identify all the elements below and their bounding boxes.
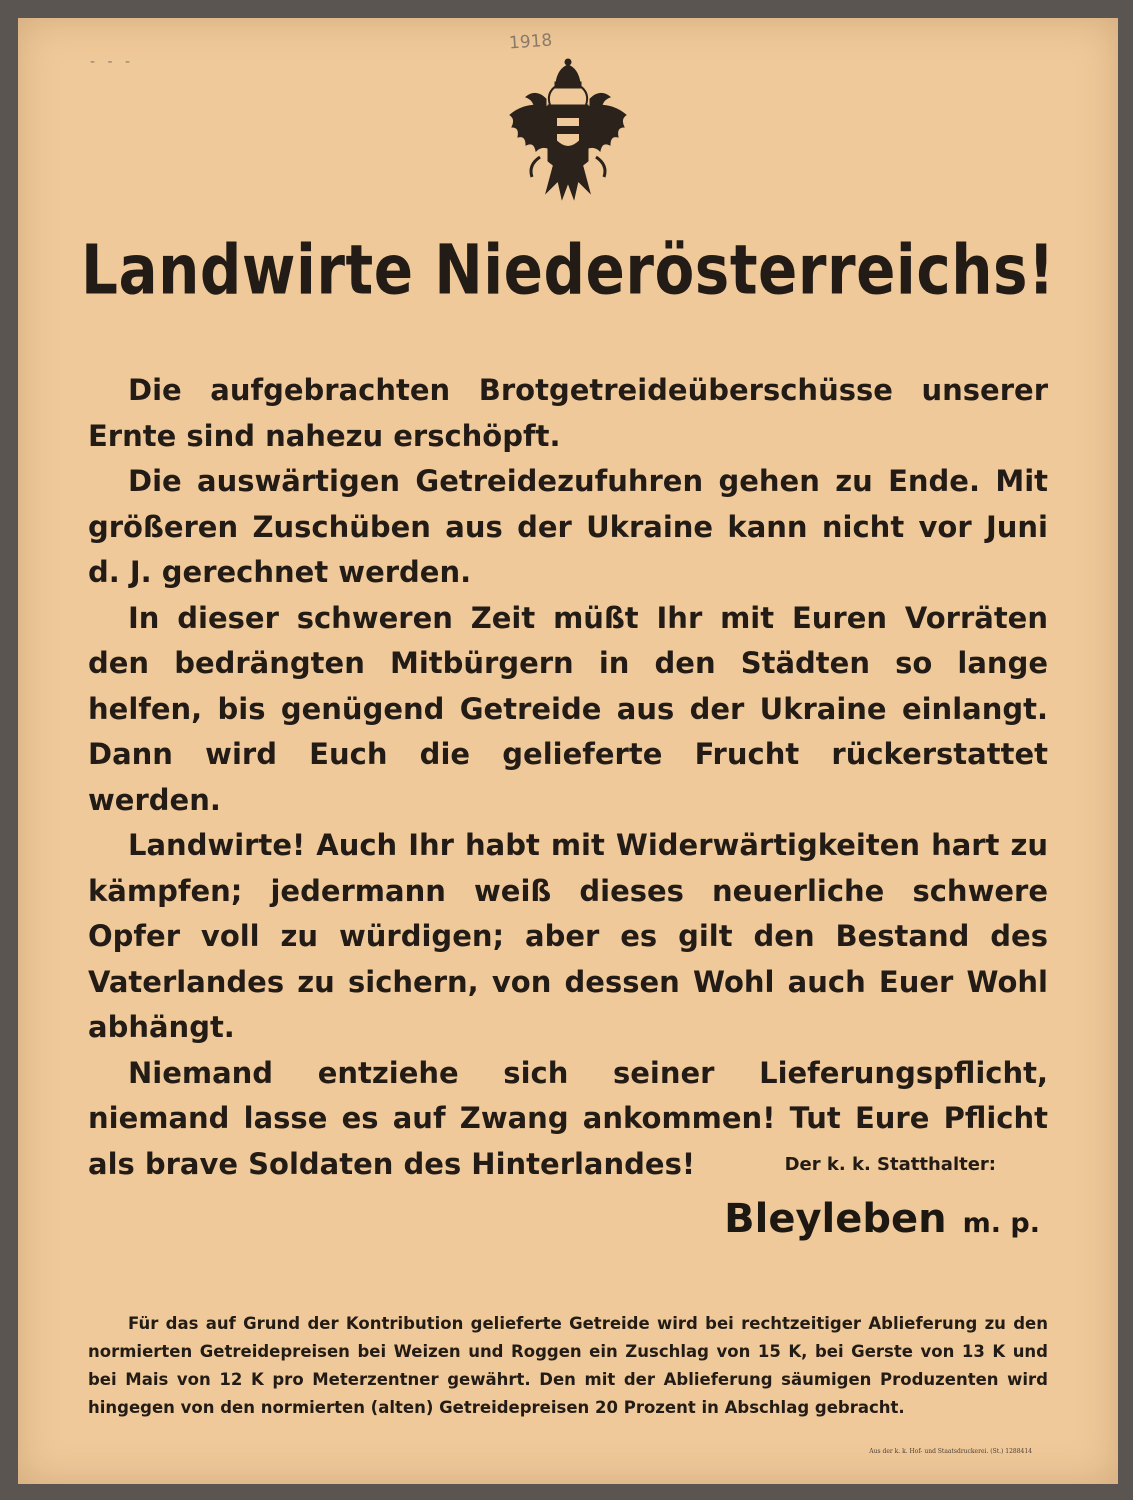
body-paragraph: Die auswärtigen Getreidezufuhren gehen zu Ende. Mit größeren Zuschüben aus der Ukraine kann nicht vor Juni d. J. gerechnet werden. (88, 464, 1048, 589)
body-paragraph: Landwirte! Auch Ihr habt mit Widerwärtigkeiten hart zu kämpfen; jedermann weiß dieses neuerliche schwere Opfer voll zu würdigen; aber es gilt den Bestand des Vaterlandes zu sichern, von dessen Wohl auch Euer Wohl abhängt. (88, 828, 1048, 1044)
printer-imprint: Aus der k. k. Hof- und Staatsdruckerei. (St.) 1288414 (869, 1448, 1032, 1455)
poster-sheet (18, 18, 1118, 1484)
body-paragraph: In dieser schweren Zeit müßt Ihr mit Euren Vorräten den bedrängten Mitbürgern in den Städten so lange helfen, bis genügend Getreide aus der Ukraine einlangt. Dann wird Euch die gelieferte Frucht rückerstattet werden. (88, 600, 1048, 817)
signer-suffix: m. p. (962, 1208, 1040, 1239)
body-paragraph: Niemand entziehe sich seiner Lieferungspflicht, niemand lasse es auf Zwang ankommen! Tut Eure Pflicht als brave Soldaten des Hinterlandes! (88, 1055, 1048, 1181)
signer-title: Der k. k. Statthalter: (784, 1154, 996, 1175)
footnote-text: Für das auf Grund der Kontribution gelieferte Getreide wird bei rechtzeitiger Ablieferung zu den normierten Getreidepreisen bei Weizen und Roggen ein Zuschlag von 15 K, bei Gerste von 13 K und bei Mais von 12 K pro Meterzentner gewährt. Den mit der Ablieferung säumigen Produzenten wird hingegen von den normierten (alten) Getreidepreisen 20 Prozent in Abschlag gebracht. (88, 1314, 1048, 1417)
signer-name: Bleyleben (724, 1196, 947, 1242)
footnote (88, 1310, 1048, 1422)
double-headed-eagle-icon (506, 53, 630, 208)
signer-signature (724, 1196, 1040, 1242)
poster-body (88, 368, 1048, 1187)
body-paragraph: Die aufgebrachten Brotgetreideüberschüsse unserer Ernte sind nahezu erschöpft. (88, 373, 1048, 453)
poster-title: Landwirte Niederösterreichs! (81, 229, 1055, 311)
pencil-mark-annotation: - - - (90, 54, 135, 70)
pencil-year-annotation: 1918 (508, 30, 553, 54)
